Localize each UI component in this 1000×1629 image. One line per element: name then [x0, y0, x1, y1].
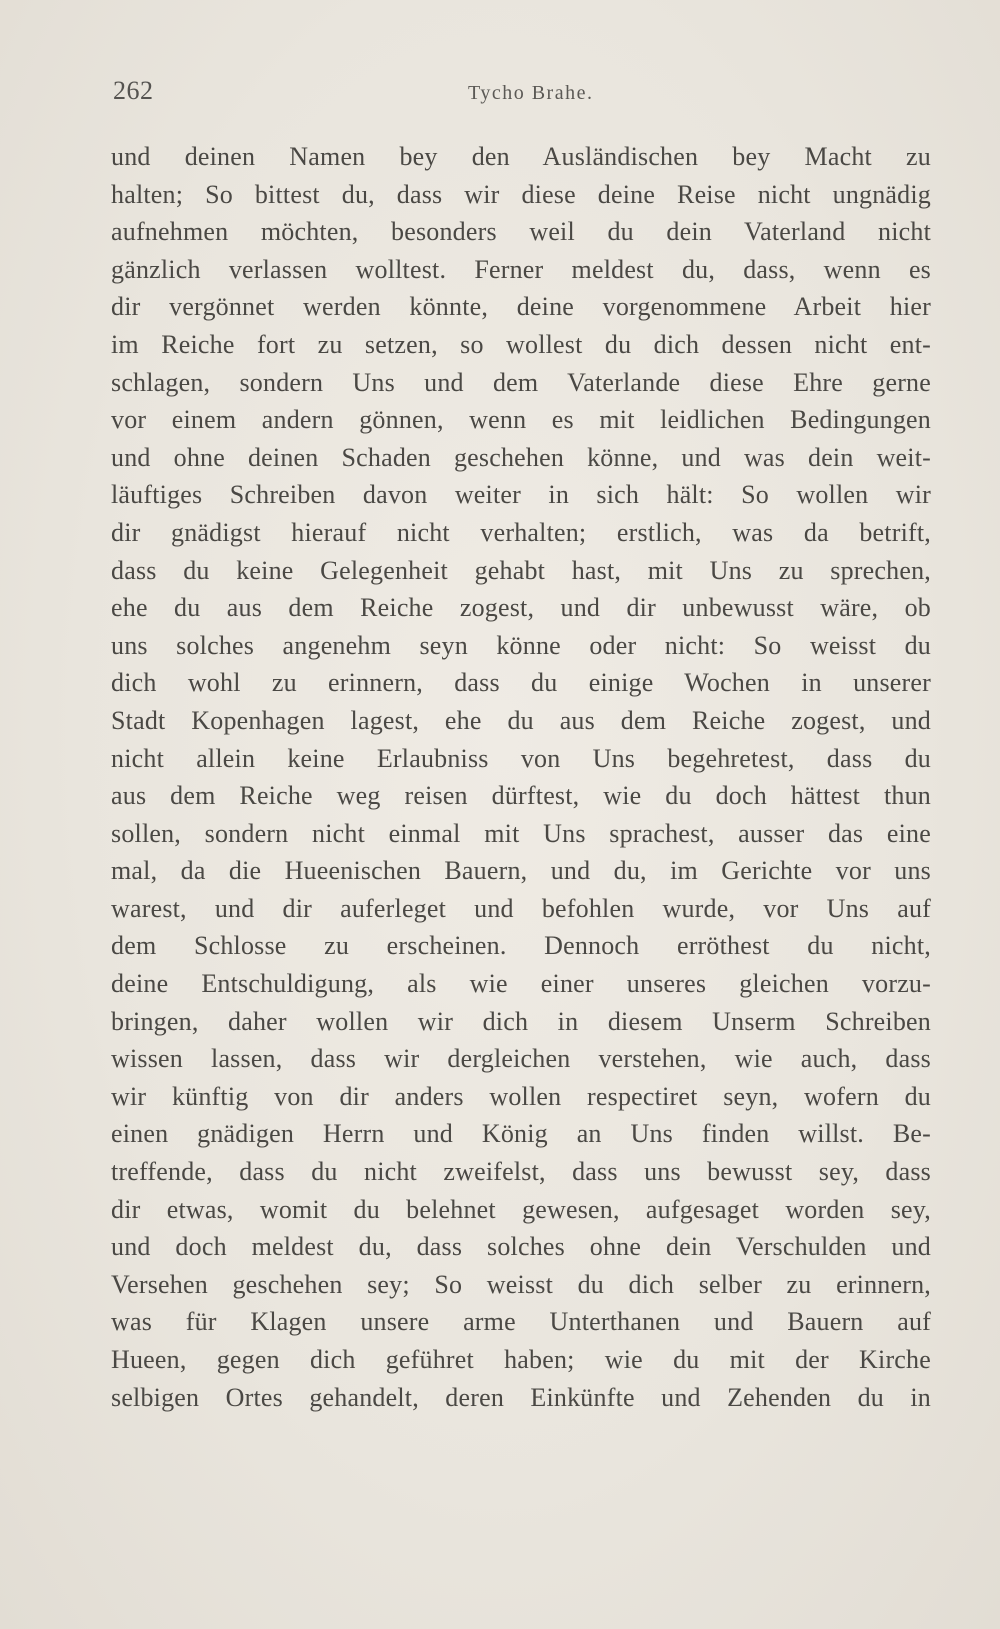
text-line: aus dem Reiche weg reisen dürftest, wie du doch hättest thun [111, 781, 931, 811]
text-line: dass du keine Gelegenheit gehabt hast, mit Uns zu sprechen, [111, 555, 931, 585]
text-line: bringen, daher wollen wir dich in diesem Unserm Schreiben [111, 1006, 931, 1036]
page-header [113, 76, 928, 116]
text-line: deine Entschuldigung, als wie einer unseres gleichen vorzu- [111, 969, 931, 999]
text-line: im Reiche fort zu setzen, so wollest du dich dessen nicht ent- [111, 329, 931, 359]
text-line: aufnehmen möchten, besonders weil du dein Vaterland nicht [111, 217, 931, 247]
text-line: Stadt Kopenhagen lagest, ehe du aus dem Reiche zogest, und [111, 705, 931, 735]
text-line: wissen lassen, dass wir dergleichen verstehen, wie auch, dass [111, 1044, 931, 1074]
text-line: einen gnädigen Herrn und König an Uns finden willst. Be- [111, 1119, 931, 1149]
text-line: selbigen Ortes gehandelt, deren Einkünfte und Zehenden du in [111, 1382, 931, 1412]
text-line: und deinen Namen bey den Ausländischen bey Macht zu [111, 142, 931, 171]
text-line: und ohne deinen Schaden geschehen könne, und was dein weit- [111, 442, 931, 472]
text-line: dir gnädigst hierauf nicht verhalten; erstlich, was da betrift, [111, 517, 931, 547]
page-number: 262 [113, 76, 154, 105]
text-line: nicht allein keine Erlaubniss von Uns begehretest, dass du [111, 743, 931, 773]
text-line: wir künftig von dir anders wollen respectiret seyn, wofern du [111, 1081, 931, 1111]
text-line: sollen, sondern nicht einmal mit Uns sprachest, ausser das eine [111, 818, 931, 848]
text-line: Versehen geschehen sey; So weisst du dich selber zu erinnern, [111, 1269, 931, 1299]
text-line: läuftiges Schreiben davon weiter in sich hält: So wollen wir [111, 480, 931, 510]
text-line: dir vergönnet werden könnte, deine vorgenommene Arbeit hier [111, 292, 931, 322]
text-line: schlagen, sondern Uns und dem Vaterlande diese Ehre gerne [111, 367, 931, 397]
text-line: vor einem andern gönnen, wenn es mit leidlichen Bedingungen [111, 405, 931, 435]
body-text [111, 138, 931, 1416]
text-line: gänzlich verlassen wolltest. Ferner meldest du, dass, wenn es [111, 254, 931, 284]
text-line: dich wohl zu erinnern, dass du einige Wochen in unserer [111, 668, 931, 698]
text-line: was für Klagen unsere arme Unterthanen und Bauern auf [111, 1307, 931, 1337]
text-line: dem Schlosse zu erscheinen. Dennoch erröthest du nicht, [111, 931, 931, 961]
text-line: mal, da die Hueenischen Bauern, und du, im Gerichte vor uns [111, 856, 931, 886]
running-head: Tycho Brahe. [468, 82, 594, 104]
text-line: warest, und dir auferleget und befohlen wurde, vor Uns auf [111, 893, 931, 923]
text-line: halten; So bittest du, dass wir diese deine Reise nicht ungnädig [111, 179, 931, 209]
text-line: uns solches angenehm seyn könne oder nicht: So weisst du [111, 630, 931, 660]
text-line: ehe du aus dem Reiche zogest, und dir unbewusst wäre, ob [111, 593, 931, 623]
text-line: und doch meldest du, dass solches ohne dein Verschulden und [111, 1232, 931, 1262]
text-line: dir etwas, womit du belehnet gewesen, aufgesaget worden sey, [111, 1194, 931, 1224]
text-line: Hueen, gegen dich geführet haben; wie du mit der Kirche [111, 1345, 931, 1374]
text-line: treffende, dass du nicht zweifelst, dass uns bewusst sey, dass [111, 1157, 931, 1187]
